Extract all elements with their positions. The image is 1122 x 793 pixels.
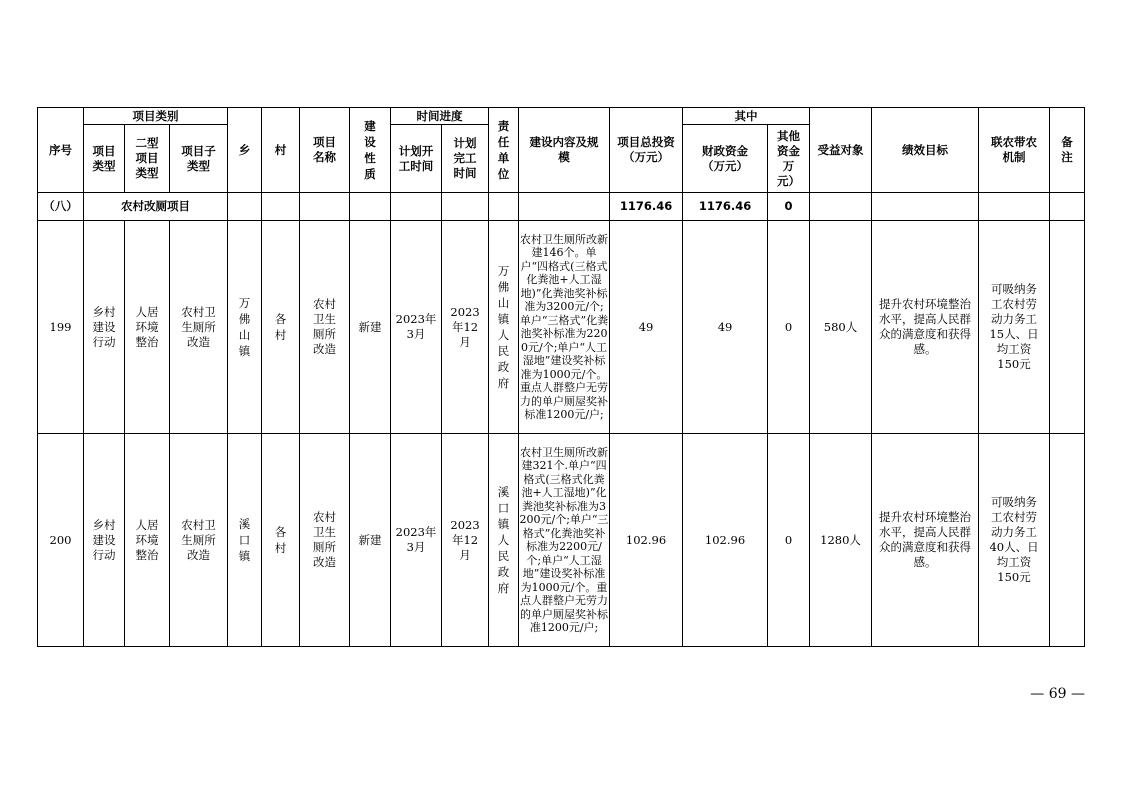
row-total: 102.96 <box>610 434 683 647</box>
row-end: 2023年12月 <box>442 434 489 647</box>
header-responsible-unit: 责任单位 <box>489 108 519 193</box>
header-village: 村 <box>262 108 300 193</box>
empty-cell <box>350 193 391 221</box>
row-nature: 新建 <box>350 221 391 434</box>
header-remark: 备注 <box>1050 108 1085 193</box>
row-other: 0 <box>768 434 810 647</box>
row-responsible-unit: 万佛山镇人民政府 <box>489 221 519 434</box>
row-mechanism: 可吸纳务工农村劳动力务工15人、日均工资150元 <box>979 221 1050 434</box>
header-nature: 建设性质 <box>350 108 391 193</box>
section-title: 农村改厕项目 <box>84 193 228 221</box>
row-beneficiary: 580人 <box>810 221 872 434</box>
table-row <box>38 221 1085 434</box>
header-seq: 序号 <box>38 108 84 193</box>
header-mechanism: 联农带农机制 <box>979 108 1050 193</box>
row-content: 农村卫生厕所改新建146个。单户“四格式(三格式化粪池+人工湿地)”化粪池奖补标准为3200元/个;单户“三格式”化粪池奖补标准为2200元/个;单户“人工湿地”建设奖补标准为1000元/个。重点人群整户无劳力的单户厕屋奖补标准1200元/户; <box>519 221 610 434</box>
empty-cell <box>442 193 489 221</box>
header-content: 建设内容及规模 <box>519 108 610 193</box>
header-end: 计划完工时间 <box>442 125 489 193</box>
header-fiscal: 财政资金（万元） <box>683 125 768 193</box>
header-project-name: 项目名称 <box>300 108 350 193</box>
header-type: 项目类型 <box>84 125 125 193</box>
row-content: 农村卫生厕所改新建321个.单户“四格式(三格式化粪池+人工湿地)”化粪池奖补标准为3200元/个;单户“三格式”化粪池奖补标准为2200元/个;单户“人工湿地”建设奖补标准为1000元/个。重点人群整户无劳力的单户厕屋奖补标准1200元/户; <box>519 434 610 647</box>
header-total-investment: 项目总投资（万元） <box>610 108 683 193</box>
header-timeline-group: 时间进度 <box>391 108 489 125</box>
header-type2: 二型项目类型 <box>125 125 170 193</box>
row-fiscal: 102.96 <box>683 434 768 647</box>
row-township: 溪口镇 <box>228 434 262 647</box>
row-type: 乡村建设行动 <box>84 221 125 434</box>
row-other: 0 <box>768 221 810 434</box>
row-project-name: 农村卫生厕所改造 <box>300 221 350 434</box>
table-row <box>38 434 1085 647</box>
row-project-name: 农村卫生厕所改造 <box>300 434 350 647</box>
row-township: 万佛山镇 <box>228 221 262 434</box>
empty-cell <box>489 193 519 221</box>
row-village: 各村 <box>262 221 300 434</box>
row-total: 49 <box>610 221 683 434</box>
empty-cell <box>979 193 1050 221</box>
row-type2: 人居环境整治 <box>125 434 170 647</box>
section-total: 1176.46 <box>610 193 683 221</box>
row-village: 各村 <box>262 434 300 647</box>
empty-cell <box>810 193 872 221</box>
row-nature: 新建 <box>350 434 391 647</box>
row-remark <box>1050 434 1085 647</box>
page-number: — 69 — <box>1030 686 1085 702</box>
row-mechanism: 可吸纳务工农村劳动力务工40人、日均工资150元 <box>979 434 1050 647</box>
header-performance-goal: 绩效目标 <box>872 108 979 193</box>
header-township: 乡 <box>228 108 262 193</box>
row-remark <box>1050 221 1085 434</box>
empty-cell <box>262 193 300 221</box>
row-end: 2023年12月 <box>442 221 489 434</box>
row-responsible-unit: 溪口镇人民政府 <box>489 434 519 647</box>
row-type: 乡村建设行动 <box>84 434 125 647</box>
header-start: 计划开工时间 <box>391 125 442 193</box>
header-other: 其他资金万元） <box>768 125 810 193</box>
section-fiscal: 1176.46 <box>683 193 768 221</box>
empty-cell <box>300 193 350 221</box>
empty-cell <box>1050 193 1085 221</box>
row-seq: 200 <box>38 434 84 647</box>
row-seq: 199 <box>38 221 84 434</box>
row-subtype: 农村卫生厕所改造 <box>170 434 228 647</box>
header-category-group: 项目类别 <box>84 108 228 125</box>
header-subtype: 项目子类型 <box>170 125 228 193</box>
row-subtype: 农村卫生厕所改造 <box>170 221 228 434</box>
row-type2: 人居环境整治 <box>125 221 170 434</box>
empty-cell <box>519 193 610 221</box>
empty-cell <box>391 193 442 221</box>
header-of-which-group: 其中 <box>683 108 810 125</box>
row-beneficiary: 1280人 <box>810 434 872 647</box>
section-seq: （八） <box>38 193 84 221</box>
row-goal: 提升农村环境整治水平，提高人民群众的满意度和获得感。 <box>872 221 979 434</box>
header-beneficiary: 受益对象 <box>810 108 872 193</box>
row-start: 2023年3月 <box>391 434 442 647</box>
empty-cell <box>228 193 262 221</box>
row-start: 2023年3月 <box>391 221 442 434</box>
section-row <box>38 193 1085 221</box>
row-fiscal: 49 <box>683 221 768 434</box>
project-table <box>37 107 1085 647</box>
row-goal: 提升农村环境整治水平，提高人民群众的满意度和获得感。 <box>872 434 979 647</box>
empty-cell <box>872 193 979 221</box>
section-other: 0 <box>768 193 810 221</box>
